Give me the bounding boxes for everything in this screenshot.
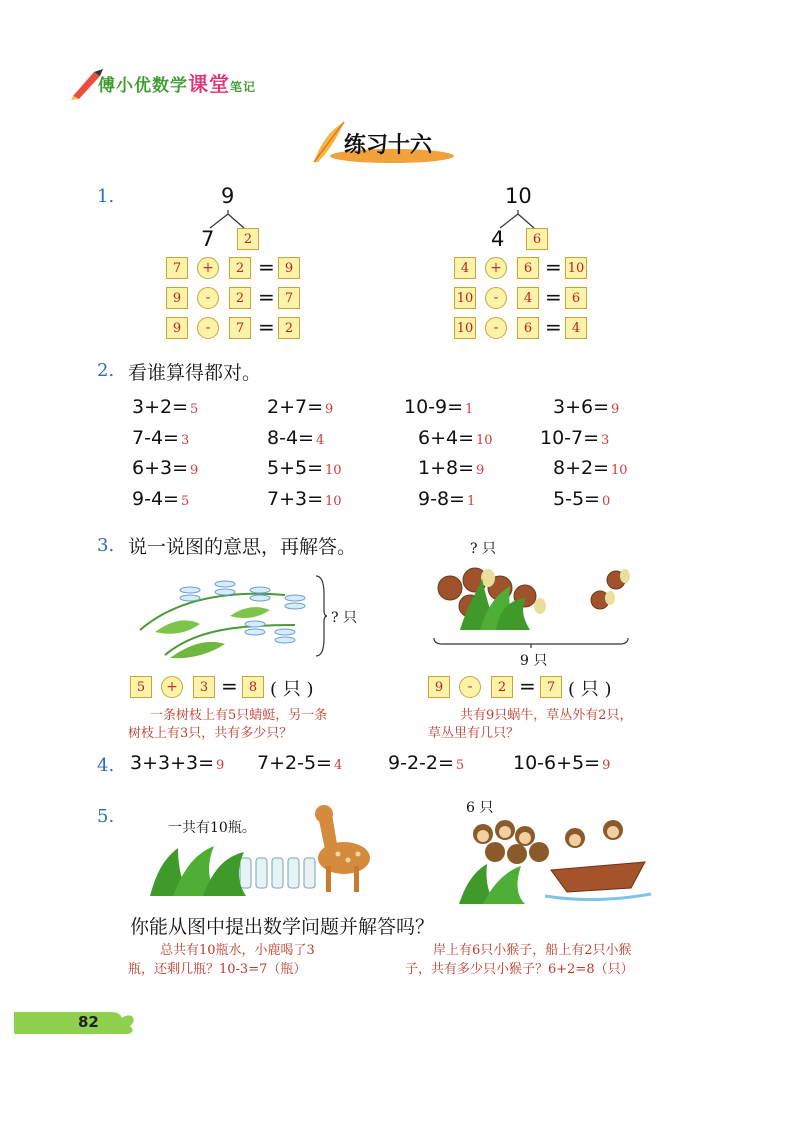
arith-item: 8+2= 10 xyxy=(553,457,628,479)
operator-circle: - xyxy=(459,676,481,698)
question-text-2: 看谁算得都对。 xyxy=(128,362,262,384)
arith-item: 3+6= 9 xyxy=(553,396,620,418)
arith-item: 7-4= 3 xyxy=(132,427,190,449)
handwritten-note: 子，共有多少只小猴子？6+2=8（只） xyxy=(405,962,634,977)
eq-box: 3 xyxy=(193,676,215,698)
arith-item: 5+5= 10 xyxy=(267,457,342,479)
unit-label: ( 只 ) xyxy=(270,679,314,700)
handwritten-note: 瓶，还剩几瓶？10-3=7（瓶） xyxy=(128,962,307,977)
snail-question-label: ? 只 xyxy=(470,541,496,557)
operator-circle: - xyxy=(197,317,219,339)
arith-item: 10-9= 1 xyxy=(404,396,474,418)
handwritten-note: 岸上有6只小猴子，船上有2只小猴 xyxy=(433,943,632,958)
eq-box: 6 xyxy=(517,317,539,339)
handwritten-note: 草丛里有几只？ xyxy=(428,726,520,741)
page-number-tab xyxy=(14,1008,138,1038)
unit-label: ( 只 ) xyxy=(568,679,612,700)
equals-sign: = xyxy=(221,674,238,698)
handwritten-note: 总共有10瓶水，小鹿喝了3 xyxy=(160,943,315,958)
pen-brush-icon xyxy=(70,66,104,100)
brand-header xyxy=(70,62,256,102)
eq-box: 10 xyxy=(454,317,476,339)
dragonflies-picture xyxy=(135,570,335,665)
arith-item: 7+3= 10 xyxy=(267,488,342,510)
arith-item: 1+8= 9 xyxy=(418,457,485,479)
right-brace xyxy=(314,574,328,658)
arith-item: 3+3+3= 9 xyxy=(130,752,225,774)
eq-box: 6 xyxy=(565,287,587,309)
arith-item: 10-6+5= 9 xyxy=(513,752,611,774)
eq-box: 7 xyxy=(166,257,188,279)
monkeys-boat-picture xyxy=(455,812,655,907)
eq-box: 7 xyxy=(540,676,562,698)
bond-part-a: 4 xyxy=(491,227,505,251)
equals-sign: = xyxy=(545,285,562,309)
operator-circle: - xyxy=(485,287,507,309)
handwritten-note: 共有9只蜗牛，草丛外有2只， xyxy=(460,708,633,723)
dragonfly-question-label: ? 只 xyxy=(331,610,357,626)
question-number-1: 1. xyxy=(97,186,115,207)
eq-box: 6 xyxy=(517,257,539,279)
brand-text-main: 傅小优数学 xyxy=(98,75,188,96)
question-text-5: 你能从图中提出数学问题并解答吗？ xyxy=(130,916,435,938)
equals-sign: = xyxy=(258,255,275,279)
brand-text-small: 笔记 xyxy=(230,79,257,94)
bond-part-b-box: 6 xyxy=(526,228,548,250)
question-number-4: 4. xyxy=(97,755,115,776)
deer-bottles-picture xyxy=(148,796,383,906)
equals-sign: = xyxy=(258,315,275,339)
handwritten-note: 一条树枝上有5只蜻蜓，另一条 xyxy=(150,708,328,723)
eq-box: 10 xyxy=(565,257,587,279)
eq-box: 4 xyxy=(517,287,539,309)
arith-item: 9-8= 1 xyxy=(418,488,476,510)
equals-sign: = xyxy=(519,674,536,698)
eq-box: 2 xyxy=(491,676,513,698)
eq-box: 2 xyxy=(229,257,251,279)
arith-item: 10-7= 3 xyxy=(540,427,610,449)
page-title: 练习十六 xyxy=(344,132,433,158)
arith-item: 7+2-5= 4 xyxy=(257,752,343,774)
eq-box: 2 xyxy=(278,317,300,339)
operator-circle: + xyxy=(161,676,183,698)
operator-circle: - xyxy=(197,287,219,309)
eq-box: 7 xyxy=(229,317,251,339)
exercise-title xyxy=(300,118,460,166)
eq-box: 10 xyxy=(454,287,476,309)
arith-item: 9-2-2= 5 xyxy=(388,752,465,774)
bond-part-b-box: 2 xyxy=(237,228,259,250)
arith-item: 6+3= 9 xyxy=(132,457,199,479)
eq-box: 8 xyxy=(242,676,264,698)
arith-item: 3+2= 5 xyxy=(132,396,199,418)
bond-part-a: 7 xyxy=(201,227,215,251)
operator-circle: + xyxy=(197,257,219,279)
eq-box: 4 xyxy=(565,317,587,339)
operator-circle: - xyxy=(485,317,507,339)
equals-sign: = xyxy=(258,285,275,309)
arith-item: 6+4= 10 xyxy=(418,427,493,449)
bond-total: 9 xyxy=(221,184,235,208)
eq-box: 9 xyxy=(166,317,188,339)
eq-box: 9 xyxy=(166,287,188,309)
operator-circle: + xyxy=(485,257,507,279)
page-number: 82 xyxy=(78,1013,99,1031)
monkey-count-label: 6 只 xyxy=(466,800,494,816)
arith-item: 5-5= 0 xyxy=(553,488,611,510)
brand-text-highlight: 课堂 xyxy=(188,71,230,96)
question-number-5: 5. xyxy=(97,806,115,827)
bottle-count-label: 一共有10瓶。 xyxy=(168,820,256,836)
arith-item: 8-4= 4 xyxy=(267,427,325,449)
eq-box: 2 xyxy=(229,287,251,309)
handwritten-note: 树枝上有3只，共有多少只？ xyxy=(128,726,293,741)
equals-sign: = xyxy=(545,315,562,339)
eq-box: 9 xyxy=(278,257,300,279)
brand-title xyxy=(98,68,256,97)
question-text-3: 说一说图的意思，再解答。 xyxy=(128,536,357,558)
arith-item: 2+7= 9 xyxy=(267,396,334,418)
eq-box: 9 xyxy=(428,676,450,698)
page-tab-shape xyxy=(14,1008,138,1038)
eq-box: 7 xyxy=(278,287,300,309)
question-number-3: 3. xyxy=(97,535,115,556)
bond-total: 10 xyxy=(505,184,532,208)
arith-item: 9-4= 5 xyxy=(132,488,190,510)
equals-sign: = xyxy=(545,255,562,279)
eq-box: 4 xyxy=(454,257,476,279)
snail-total-label: 9 只 xyxy=(520,653,548,669)
question-number-2: 2. xyxy=(97,360,115,381)
snails-picture xyxy=(430,558,635,648)
eq-box: 5 xyxy=(130,676,152,698)
